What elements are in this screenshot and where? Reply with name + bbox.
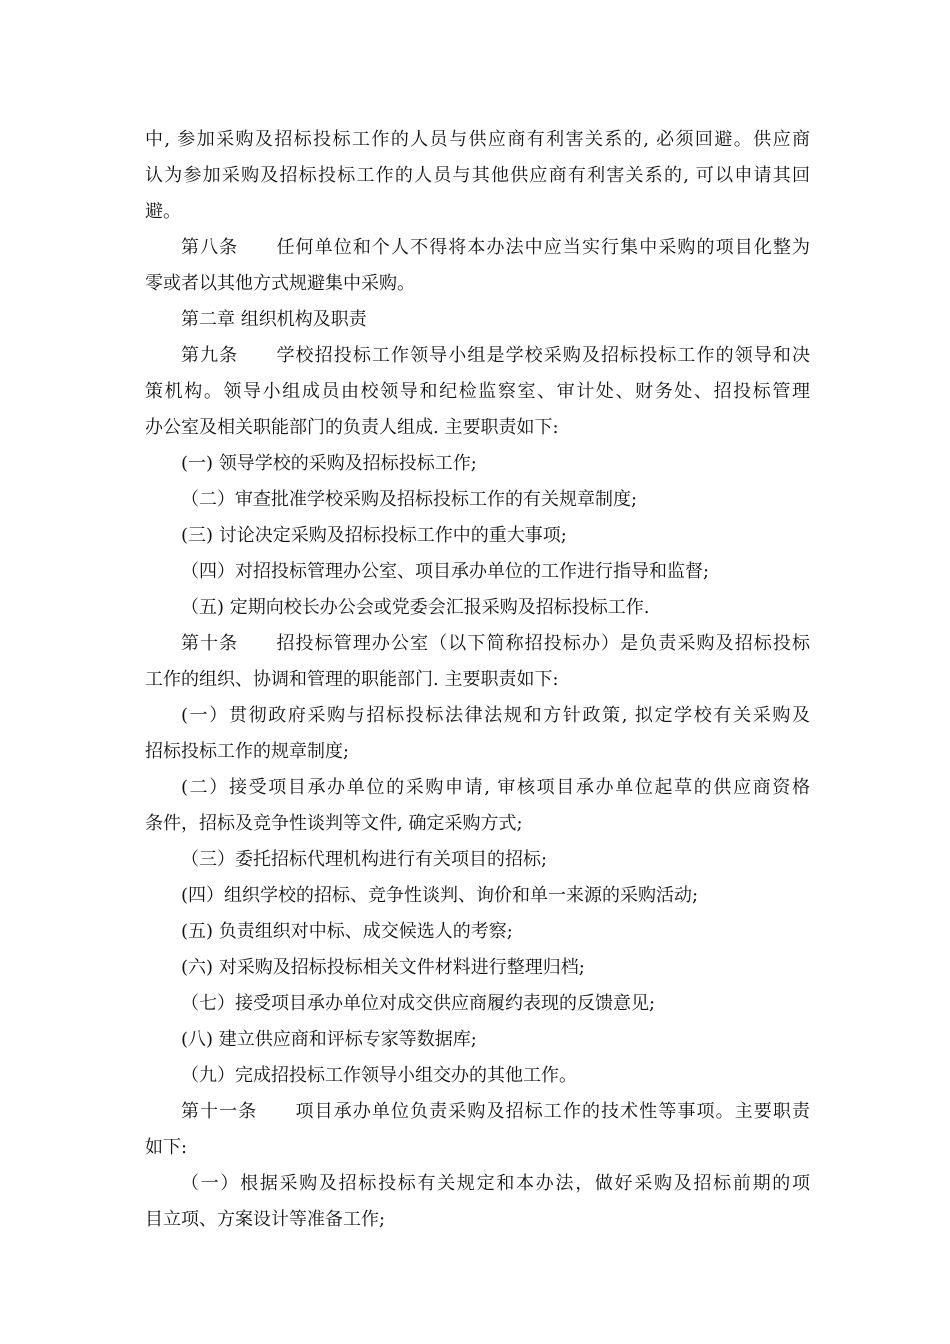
text-line: 策机构。领导小组成员由校领导和纪检监察室、审计处、财务处、招投标管理 — [145, 381, 810, 402]
text-line: （一）根据采购及招标投标有关规定和本办法，做好采购及招标前期的项 — [181, 1173, 810, 1194]
text-line: 第十条 招投标管理办公室（以下简称招投标办）是负责采购及招标投标 — [181, 633, 810, 654]
text-line: (八) 建立供应商和评标专家等数据库; — [181, 1029, 477, 1050]
text-line: (一) 领导学校的采购及招标投标工作; — [181, 453, 477, 474]
text-line: 工作的组织、协调和管理的职能部门. 主要职责如下: — [145, 669, 559, 690]
text-line: 第八条 任何单位和个人不得将本办法中应当实行集中采购的项目化整为 — [181, 237, 810, 258]
text-line: 招标投标工作的规章制度; — [145, 741, 350, 762]
text-line: (一）贯彻政府采购与招标投标法律法规和方针政策, 拟定学校有关采购及 — [181, 705, 810, 726]
text-line: （七）接受项目承办单位对成交供应商履约表现的反馈意见; — [181, 993, 656, 1014]
text-line: (二）接受项目承办单位的采购申请, 审核项目承办单位起草的供应商资格 — [181, 777, 810, 798]
text-line: （三）委托招标代理机构进行有关项目的招标; — [181, 849, 548, 870]
text-line: (四）组织学校的招标、竞争性谈判、询价和单一来源的采购活动; — [181, 885, 699, 906]
text-line: （二）审查批准学校采购及招标投标工作的有关规章制度; — [181, 489, 638, 510]
text-line: (六) 对采购及招标投标相关文件材料进行整理归档; — [181, 957, 585, 978]
text-line: 第九条 学校招投标工作领导小组是学校采购及招标投标工作的领导和决 — [181, 345, 810, 366]
text-line: 如下: — [145, 1137, 188, 1158]
text-line: 目立项、方案设计等准备工作; — [145, 1209, 386, 1230]
text-line: （五) 定期向校长办公会或党委会汇报采购及招标投标工作. — [181, 597, 650, 618]
text-line: 中, 参加采购及招标投标工作的人员与供应商有利害关系的, 必须回避。供应商 — [145, 129, 810, 150]
text-line: 第二章 组织机构及职责 — [181, 309, 367, 330]
text-line: 零或者以其他方式规避集中采购。 — [145, 273, 415, 294]
text-line: 认为参加采购及招标投标工作的人员与其他供应商有利害关系的, 可以申请其回 — [145, 165, 810, 186]
text-line: 第十一条 项目承办单位负责采购及招标工作的技术性等事项。主要职责 — [181, 1101, 810, 1122]
text-line: 办公室及相关职能部门的负责人组成. 主要职责如下: — [145, 417, 559, 438]
text-line: (五) 负责组织对中标、成交候选人的考察; — [181, 921, 513, 942]
text-line: 条件，招标及竞争性谈判等文件, 确定采购方式; — [145, 813, 523, 834]
text-line: （九）完成招投标工作领导小组交办的其他工作。 — [181, 1065, 577, 1086]
text-line: （四）对招投标管理办公室、项目承办单位的工作进行指导和监督; — [181, 561, 710, 582]
text-line: (三) 讨论决定采购及招标投标工作中的重大事项; — [181, 525, 567, 546]
document-page — [145, 122, 810, 1238]
text-line: 避。 — [145, 201, 181, 222]
